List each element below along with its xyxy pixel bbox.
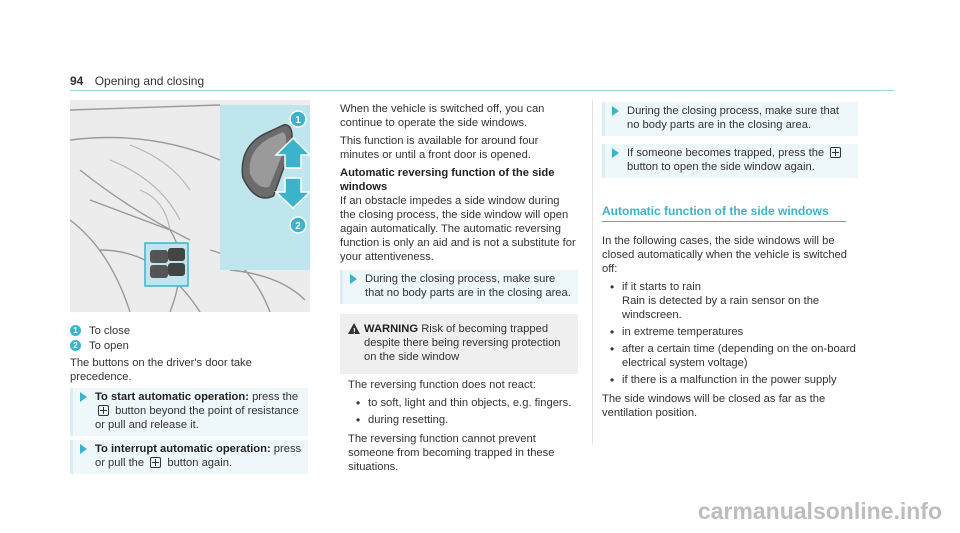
column-middle xyxy=(340,102,578,478)
window-switch-inset xyxy=(145,243,188,286)
warning-label: WARNING xyxy=(364,323,419,335)
svg-text:2: 2 xyxy=(295,221,301,232)
step-arrow-icon xyxy=(80,444,87,454)
page-number: 94 xyxy=(70,74,84,88)
intro-text: The buttons on the driver's door take precedence. xyxy=(70,357,252,383)
window-button-icon xyxy=(150,457,161,468)
header-rule xyxy=(70,90,894,91)
paragraph: This function is available for around four minutes or until a front door is opened. xyxy=(340,135,539,161)
door-panel-drawing xyxy=(70,100,310,312)
step-start-automatic: To start automatic operation: press the button beyond the point of resistance or pull and release it. xyxy=(70,388,308,436)
step-closing-safety: During the closing process, make sure that no body parts are in the closing area. xyxy=(602,102,858,136)
page-header xyxy=(70,74,204,88)
list-item: • during resetting. xyxy=(356,413,578,427)
list-item: • to soft, light and thin objects, e.g. fingers. xyxy=(356,396,578,410)
list-item: • in extreme temperatures xyxy=(610,325,858,339)
paragraph: The side windows will be closed as far as the ventilation position. xyxy=(602,393,826,419)
door-illustration xyxy=(70,100,310,312)
step-arrow-icon xyxy=(80,392,87,402)
step-arrow-icon xyxy=(612,106,619,116)
list-item: • after a certain time (depending on the on-board electrical system voltage) xyxy=(610,342,858,370)
step-arrow-icon xyxy=(612,148,619,158)
list-item: • if there is a malfunction in the power supply xyxy=(610,373,858,387)
watermark: carmanualsonline.info xyxy=(697,498,942,524)
section-name: Opening and closing xyxy=(94,74,205,88)
subheading: Automatic reversing function of the side windows xyxy=(340,167,555,193)
column-right xyxy=(602,102,858,424)
window-button-icon xyxy=(830,147,841,158)
step-interrupt-automatic: To interrupt automatic operation: press or pull the button again. xyxy=(70,440,308,474)
window-button-icon xyxy=(98,405,109,416)
column-divider xyxy=(592,100,593,444)
legend-item: 1 To close xyxy=(70,323,308,338)
paragraph: In the following cases, the side windows will be closed automatically when the vehicle is switched off: xyxy=(602,235,848,275)
legend-item: 2 To open xyxy=(70,338,308,353)
paragraph: When the vehicle is switched off, you can continue to operate the side windows. xyxy=(340,103,545,129)
section-title: Automatic function of the side windows xyxy=(602,204,846,222)
paragraph: If an obstacle impedes a side window during the closing process, the side window will open again automatically. The automatic reversing function is only an aid and is not a substitute for your attentiveness. xyxy=(340,195,576,263)
warning-text: Risk of becoming trapped despite there being reversing protection on the side window xyxy=(364,323,561,363)
column-left xyxy=(70,323,308,478)
svg-text:1: 1 xyxy=(295,115,301,126)
warning-box xyxy=(340,314,578,374)
list-item: • if it starts to rain Rain is detected by a rain sensor on the windscreen. xyxy=(610,280,858,322)
step-closing-safety: During the closing process, make sure that no body parts are in the closing area. xyxy=(340,270,578,304)
warning-icon: ! xyxy=(348,323,360,334)
warning-details: The reversing function does not react: • to soft, light and thin objects, e.g. fingers. • during resetting. The reversing function cannot prevent someone from becoming trapped in these situations. xyxy=(340,374,578,474)
step-arrow-icon xyxy=(350,274,357,284)
step-trapped: If someone becomes trapped, press the button to open the side window again. xyxy=(602,144,858,178)
